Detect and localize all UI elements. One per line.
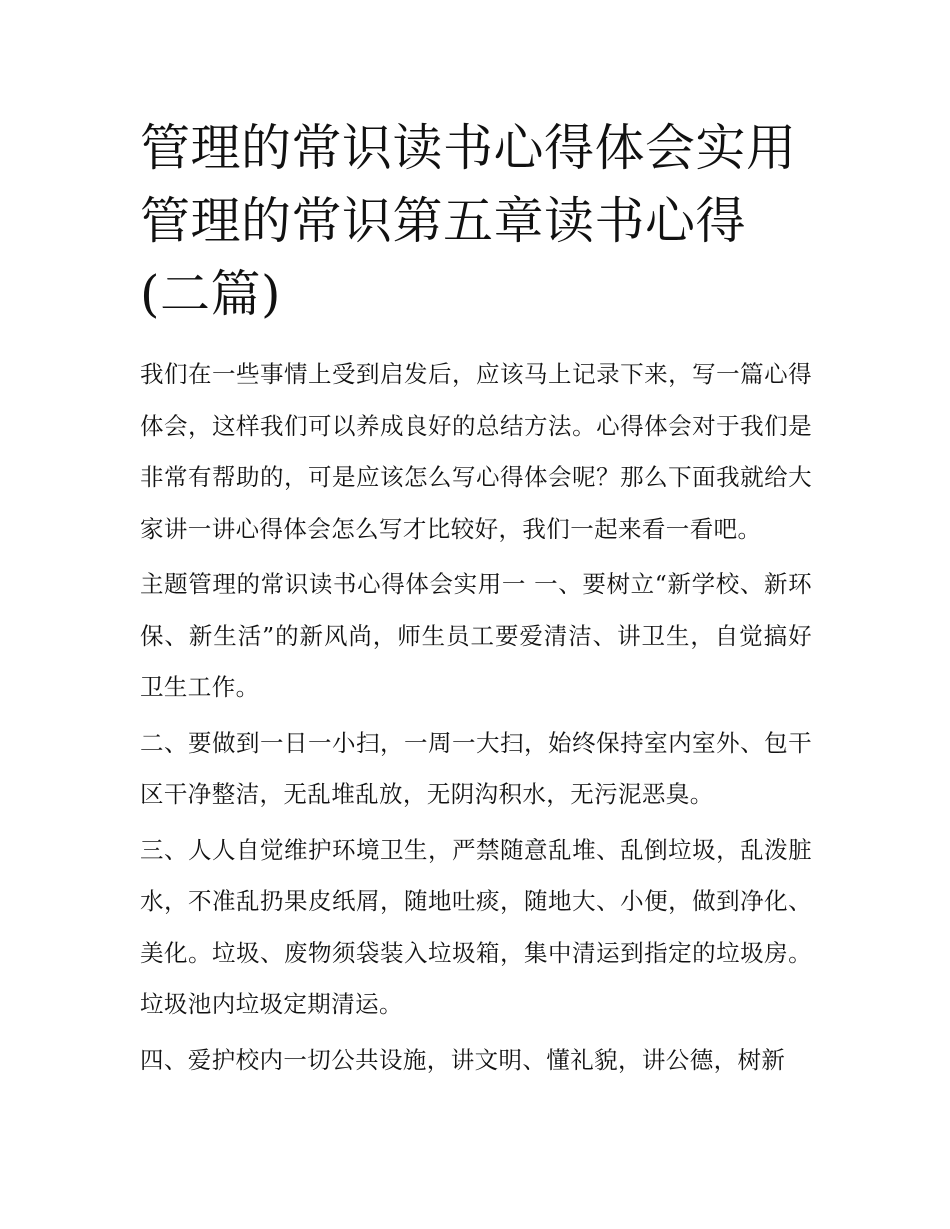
paragraph-item-3: 三、人人自觉维护环境卫生，严禁随意乱堆、乱倒垃圾，乱泼脏水，不准乱扔果皮纸屑，随地吐痰，随地大、小便，做到净化、美化。垃圾、废物须袋装入垃圾箱，集中清运到指定的垃圾房。垃圾池内垃圾定期清运。 [140, 835, 812, 1018]
document-title: 管理的常识读书心得体会实用管理的常识第五章读书心得(二篇) [140, 119, 797, 323]
document-content [140, 112, 812, 1090]
paragraph-item-4: 四、爱护校内一切公共设施，讲文明、懂礼貌，讲公德，树新 [140, 1045, 786, 1074]
document-body [140, 349, 812, 1086]
paragraph-intro: 我们在一些事情上受到启发后，应该马上记录下来，写一篇心得体会，这样我们可以养成良好的总结方法。心得体会对于我们是非常有帮助的，可是应该怎么写心得体会呢？那么下面我就给大家讲一讲心得体会怎么写才比较好，我们一起来看一看吧。 [140, 360, 812, 543]
paragraph-item-2: 二、要做到一日一小扫，一周一大扫，始终保持室内室外、包干区干净整洁，无乱堆乱放，无阴沟积水，无污泥恶臭。 [140, 728, 812, 808]
paragraph-item-1: 主题管理的常识读书心得体会实用一 一、要树立“新学校、新环保、新生活”的新风尚，师生员工要爱清洁、讲卫生，自觉搞好卫生工作。 [140, 570, 812, 701]
